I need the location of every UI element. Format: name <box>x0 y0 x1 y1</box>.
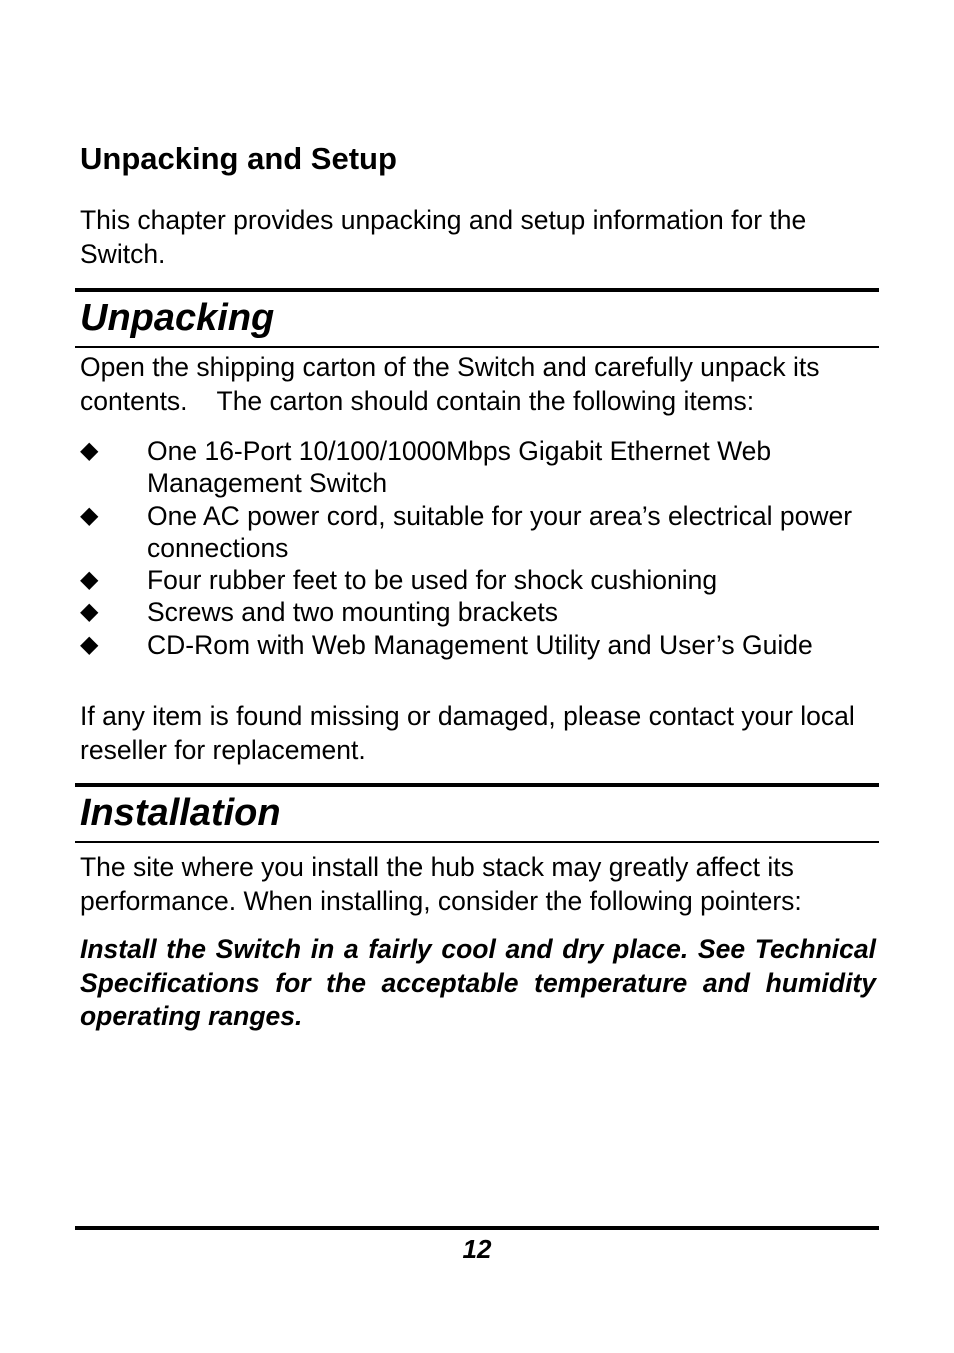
list-item-text: Screws and two mounting brackets <box>147 597 558 628</box>
list-item-text: CD-Rom with Web Management Utility and User’s Guide <box>147 629 813 660</box>
unpacking-intro: Open the shipping carton of the Switch and carefully unpack its contents. The carton should contain the following items: <box>80 352 820 416</box>
list-item-text: Four rubber feet to be used for shock cushioning <box>147 565 718 596</box>
package-contents-list <box>80 435 880 661</box>
list-item <box>80 629 880 661</box>
chapter-title: Unpacking and Setup <box>80 141 397 176</box>
section-top-rule <box>75 783 879 787</box>
page-number: 12 <box>462 1234 492 1264</box>
list-item-text: One 16-Port 10/100/1000Mbps Gigabit Ethernet Web Management Switch <box>147 436 772 499</box>
unpacking-closing: If any item is found missing or damaged, please contact your local reseller for replacement. <box>80 701 855 765</box>
section-bottom-rule <box>75 346 879 348</box>
chapter-intro: This chapter provides unpacking and setup information for the Switch. <box>80 205 807 269</box>
diamond-bullet-icon: ◆ <box>80 566 99 594</box>
list-item <box>80 500 880 565</box>
section-title-unpacking: Unpacking <box>80 297 275 339</box>
diamond-bullet-icon: ◆ <box>80 630 99 658</box>
list-item-text: One AC power cord, suitable for your area’s electrical power connections <box>147 500 853 563</box>
list-item <box>80 564 880 596</box>
list-item <box>80 435 880 500</box>
section-bottom-rule <box>75 841 879 843</box>
installation-intro: The site where you install the hub stack may greatly affect its performance. When installing, consider the following pointers: <box>80 852 802 916</box>
section-title-installation: Installation <box>80 792 281 834</box>
list-item <box>80 596 880 628</box>
diamond-bullet-icon: ◆ <box>80 437 99 464</box>
footer-rule <box>75 1226 879 1230</box>
installation-note: Install the Switch in a fairly cool and dry place. See Technical Specifications for the acceptable temperature and humidity operating ranges. <box>80 934 876 1031</box>
diamond-bullet-icon: ◆ <box>80 598 99 626</box>
section-top-rule <box>75 288 879 292</box>
diamond-bullet-icon: ◆ <box>80 501 99 529</box>
